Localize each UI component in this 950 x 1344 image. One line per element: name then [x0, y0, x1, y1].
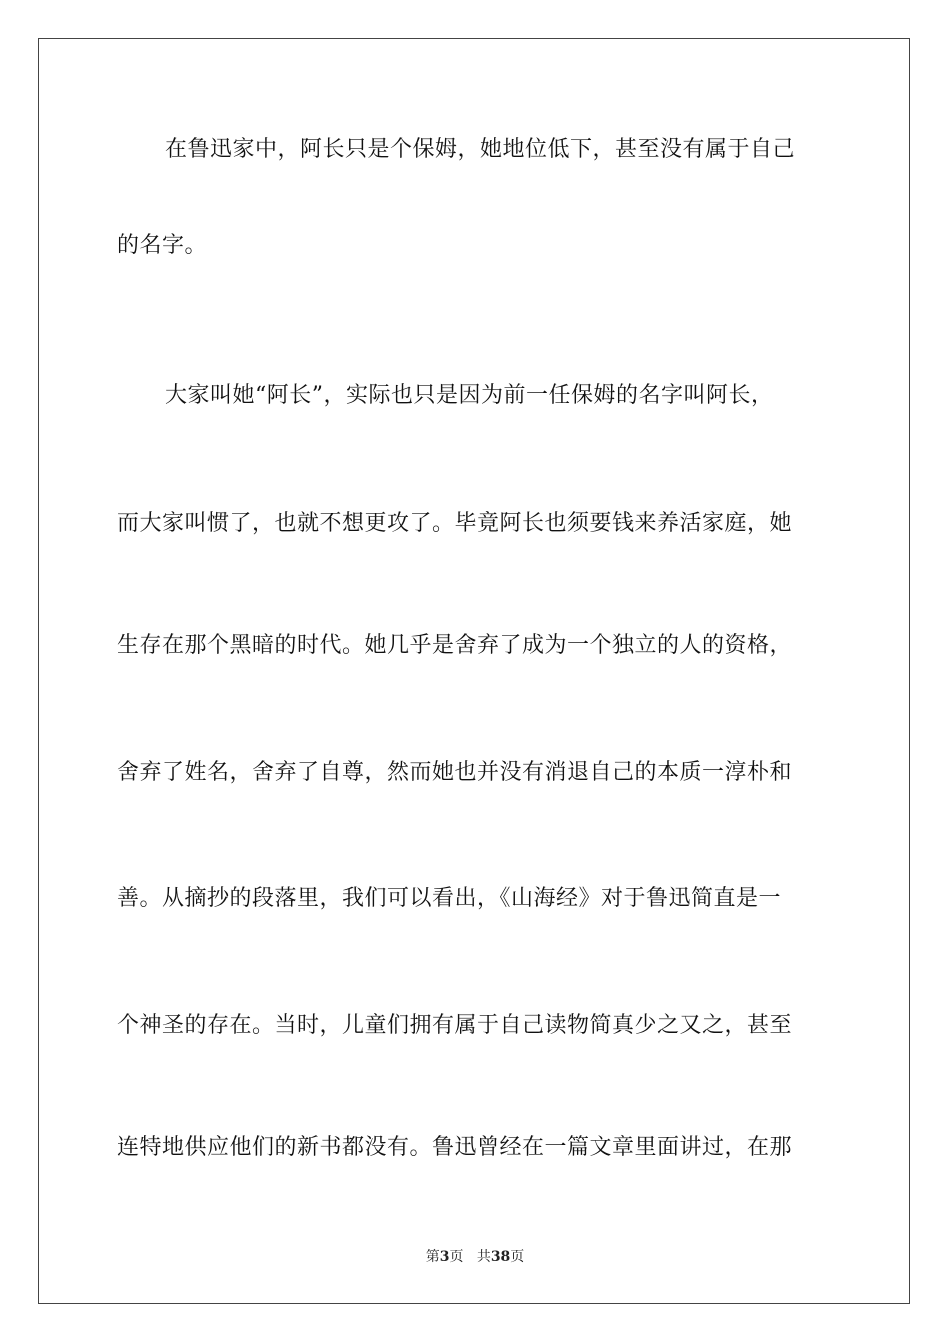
page-footer — [0, 1248, 950, 1266]
page-number: 3 — [439, 1249, 450, 1265]
page-suffix: 页 — [449, 1249, 464, 1265]
total-pages: 38 — [490, 1249, 511, 1265]
text-line-2: 的名字。 — [117, 233, 208, 258]
text-line-6: 舍弃了姓名，舍弃了自尊，然而她也并没有消退自己的本质一淳朴和 — [117, 760, 793, 785]
text-line-5: 生存在那个黑暗的时代。她几乎是舍弃了成为一个独立的人的资格， — [117, 633, 793, 658]
text-line-7: 善。从摘抄的段落里，我们可以看出，《山海经》对于鲁迅简直是一 — [117, 886, 782, 911]
text-line-9: 连特地供应他们的新书都没有。鲁迅曾经在一篇文章里面讲过，在那 — [117, 1135, 793, 1160]
text-line-4: 而大家叫惯了，也就不想更攻了。毕竟阿长也须要钱来养活家庭，她 — [117, 511, 793, 536]
page-border — [38, 38, 910, 1304]
text-line-3: 大家叫她“阿长”，实际也只是因为前一任保姆的名字叫阿长， — [165, 383, 774, 408]
text-line-1: 在鲁迅家中，阿长只是个保姆，她地位低下，甚至没有属于自己 — [165, 137, 796, 162]
page-prefix: 第 — [425, 1249, 440, 1265]
total-suffix: 页 — [510, 1249, 525, 1265]
text-line-8: 个神圣的存在。当时，儿童们拥有属于自己读物简真少之又之，甚至 — [117, 1013, 793, 1038]
total-prefix: 共 — [476, 1249, 491, 1265]
